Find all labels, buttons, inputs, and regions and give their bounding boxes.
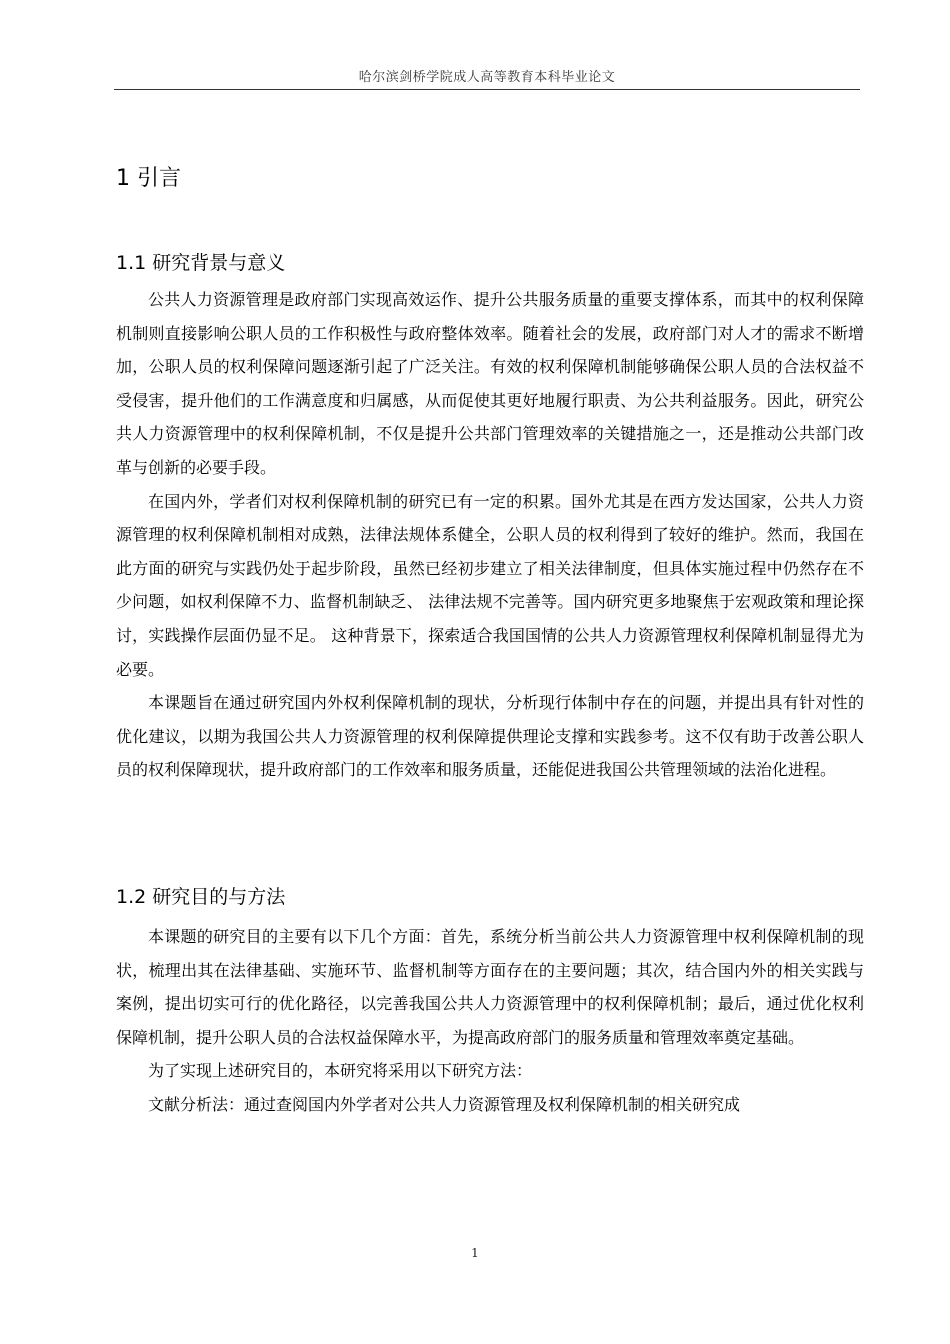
section-1-2-body (116, 920, 864, 1122)
paragraph: 文献分析法：通过查阅国内外学者对公共人力资源管理及权利保障机制的相关研究成 (148, 1094, 741, 1114)
paragraph: 本课题旨在通过研究国内外权利保障机制的现状，分析现行体制中存在的问题，并提出具有针对性的优化建议，以期为我国公共人力资源管理的权利保障提供理论支撑和实践参考。这不仅有助于改善公职人员的权利保障现状，提升政府部门的工作效率和服务质量，还能促进我国公共管理领域的法治化进程。 (116, 693, 864, 780)
section-heading-1-2: 1.2 研究目的与方法 (116, 886, 286, 908)
running-header: 哈尔滨剑桥学院成人高等教育本科毕业论文 (358, 70, 616, 85)
paragraph: 在国内外，学者们对权利保障机制的研究已有一定的积累。国外尤其是在西方发达国家，公共人力资源管理的权利保障机制相对成熟，法律法规体系健全，公职人员的权利得到了较好的维护。然而，我国在此方面的研究与实践仍处于起步阶段，虽然已经初步建立了相关法律制度，但具体实施过程中仍然存在不少问题，如权利保障不力、监督机制缺乏、 法律法规不完善等。国内研究更多地聚焦于宏观政策和理论探讨，实践操作层面仍显不足。 这种背景下，探索适合我国国情的公共人力资源管理权利保障机制显得尤为必要。 (116, 491, 864, 679)
section-heading-1-1: 1.1 研究背景与意义 (116, 252, 286, 274)
page-number: 1 (471, 1246, 479, 1260)
section-1-1-body (116, 283, 864, 787)
paragraph: 为了实现上述研究目的，本研究将采用以下研究方法： (148, 1061, 533, 1081)
paragraph: 本课题的研究目的主要有以下几个方面：首先，系统分析当前公共人力资源管理中权利保障机制的现状，梳理出其在法律基础、实施环节、监督机制等方面存在的主要问题；其次，结合国内外的相关实践与案例，提出切实可行的优化路径，以完善我国公共人力资源管理中的权利保障机制；最后，通过优化权利保障机制，提升公职人员的合法权益保障水平，为提高政府部门的服务质量和管理效率奠定基础。 (116, 927, 864, 1047)
paragraph: 公共人力资源管理是政府部门实现高效运作、提升公共服务质量的重要支撑体系，而其中的权利保障机制则直接影响公职人员的工作积极性与政府整体效率。随着社会的发展，政府部门对人才的需求不断增加，公职人员的权利保障问题逐渐引起了广泛关注。有效的权利保障机制能够确保公职人员的合法权益不受侵害，提升他们的工作满意度和归属感，从而促使其更好地履行职责、为公共利益服务。因此，研究公共人力资源管理中的权利保障机制，不仅是提升公共部门管理效率的关键措施之一，还是推动公共部门改革与创新的必要手段。 (116, 290, 864, 477)
chapter-title: 1 引言 (116, 166, 181, 191)
header-divider (114, 89, 860, 90)
